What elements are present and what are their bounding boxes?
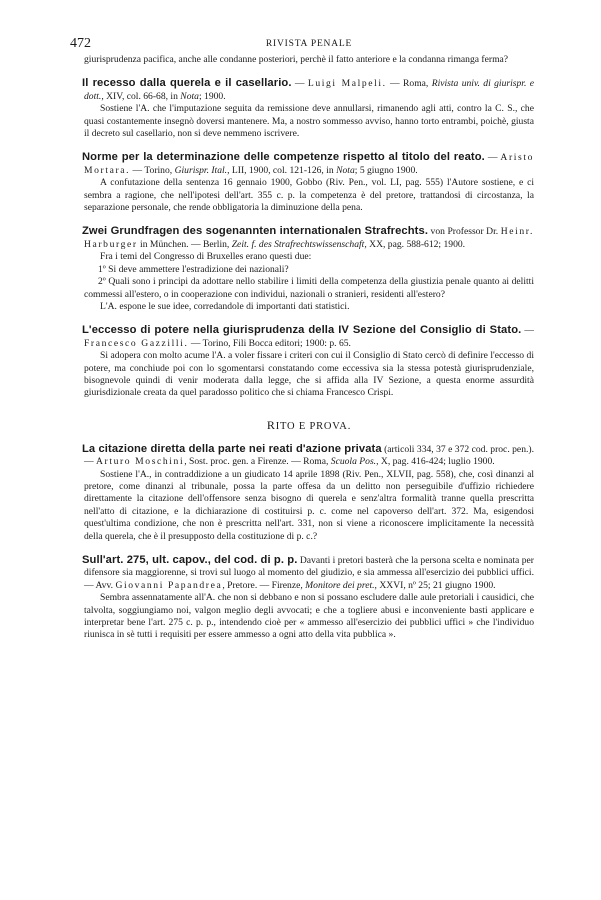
entry-body: Fra i temi del Congresso di Bruxelles erano questi due: bbox=[100, 251, 312, 263]
entry-list-item: 2º Quali sono i principi da adottare nello stabilire i limiti della competenza della giustizia penale quanto ai delitti commessi all'estero, o in cooperazione con individui, nazionali o stranieri, residenti all'estero? bbox=[84, 276, 534, 300]
entry-title: Il recesso dalla querela e il casellario. bbox=[82, 77, 292, 90]
entry-norme-competenze bbox=[84, 151, 534, 214]
entry-title: Sull'art. 275, ult. capov., del cod. di p. p. bbox=[82, 554, 298, 566]
entry-author: Francesco Gazzilli. bbox=[84, 337, 189, 349]
entry-body: L'A. espone le sue idee, corredandole di importanti dati statistici. bbox=[100, 300, 350, 312]
entry-zwei-grundfragen bbox=[84, 225, 534, 313]
entry-ref: ; 5 giugno 1900. bbox=[354, 164, 418, 176]
entry-ref-italic: Nota bbox=[180, 90, 199, 102]
entry-body: Si adopera con molto acume l'A. a voler fissare i criteri con cui il Consiglio di Stato cercò di definire l'eccesso di potere, ma conchiude poi con lo sgomentarsi constatando come eccessiva sia la stessa potestà giurisprudenziale, bisognevole quindi di venir moderata dalla legge, che si affida alla IV Sezione, a questa enorme assurdità giurisdizionale creata da quel paradosso politico che si chiama Francesco Crispi. bbox=[84, 350, 534, 399]
entry-title: Zwei Grundfragen des sogenannten internationalen Strafrechts. bbox=[82, 225, 429, 238]
page-number: 472 bbox=[70, 36, 91, 51]
entry-ref: in München. — Berlin, bbox=[137, 238, 232, 250]
entry-ref-italic: Scuola Pos. bbox=[330, 456, 377, 468]
section-heading bbox=[84, 418, 534, 433]
entry-dash: — bbox=[484, 152, 501, 164]
entry-author: Giovanni Papandrea bbox=[115, 579, 223, 591]
entry-body: Sostiene l'A., in contraddizione a un giudicato 14 aprile 1898 (Riv. Pen., XLVII, pag. 558), che, così dinanzi al pretore, come dinanzi al tribunale, possa la parte offesa da un delitto non perseguibile d'uffizio richiedere direttamente la citazione dell'offensore senza bisogno di querela e senz'altra formalità tranne quella prescritta nell'atto di citazione, e la dichiarazione di costituirsi p. c. come nel capoverso dell'art. 372. Ma, esigendosi quest'ultima condizione, che non è prescritta nell'art. 331, non si viene a riconoscere implicitamente la necessità della querela, che è il presupposto della costituzione di p. c.? bbox=[84, 468, 534, 542]
entry-header bbox=[84, 554, 534, 592]
document-page bbox=[70, 36, 535, 642]
entry-body: Sembra assennatamente all'A. che non si debbano e non si possano escludere dalle aule pretoriali i causidici, che talvolta, soggiungiamo noi, valgon meglio degli avvocati; e che a togliere abusi e inconveniente basti applicare e interpretar bene l'art. 275 c. p. p., intendendo cioè per « ammesso all'esercizio dei pubblici uffici » che l'individuo riunisca in sè tutti i requisiti per essere ammesso a ogni atto della vita pubblica ». bbox=[84, 592, 534, 641]
entry-ref: — Torino, bbox=[130, 164, 175, 176]
running-head bbox=[70, 36, 534, 54]
running-title: RIVISTA PENALE bbox=[265, 39, 353, 49]
entry-ref-italic: Giurispr. Ital. bbox=[174, 164, 228, 176]
entry-dash: — bbox=[291, 78, 308, 90]
entry-author: Luigi Malpeli. bbox=[307, 78, 387, 90]
entry-ref: (articoli 334, 37 e 372 cod. proc. pen.). — bbox=[84, 443, 534, 468]
entry-body: A confutazione della sentenza 16 gennaio 1900, Gobbo (Riv. Pen., vol. LI, pag. 555) l'Autore sostiene, e ci sembra a ragione, che nell'ipotesi dell'art. 355 c. p. la competenza è del pretore, trattandosi di circostanza, la separazione personale, che rende obbligatoria la diminuzione della pena. bbox=[84, 177, 534, 214]
entry-recesso-querela bbox=[84, 77, 534, 140]
entry-ref: , LII, 1900, col. 121-126, in bbox=[227, 164, 337, 176]
entry-ref: , X, pag. 416-424; luglio 1900. bbox=[376, 456, 495, 468]
intro-paragraph: giurisprudenza pacifica, anche alle condanne posteriori, perchè il fatto anteriore e la condanna rimanga ferma? bbox=[84, 54, 509, 65]
entry-header bbox=[84, 324, 534, 350]
entry-ref: , Pretore. — Firenze, bbox=[222, 579, 306, 591]
entry-dash: — bbox=[521, 325, 534, 337]
entry-ref: — Roma, bbox=[386, 78, 432, 90]
entry-header bbox=[84, 443, 534, 469]
entry-author-prefix: von Professor Dr. bbox=[430, 226, 501, 238]
entry-ref: , XX, pag. 588-612; 1900. bbox=[364, 238, 466, 250]
entry-ref-italic: Zeit. f. des Strafrechtswissenschaft bbox=[231, 238, 365, 250]
entry-eccesso-potere bbox=[84, 324, 534, 399]
entry-author: Heinr. Harburger bbox=[84, 226, 534, 250]
entry-title: La citazione diretta della parte nei reati d'azione privata bbox=[82, 442, 382, 455]
entry-ref: ; 1900. bbox=[198, 90, 226, 102]
entry-author: Arturo Moschini bbox=[96, 456, 185, 468]
entry-ref: Davanti i pretori basterà che la persona scelta e nominata per difensore sia maggiorenne, si trovi sul luogo al momento del giudizio, e sia ammessa all'esercizio dei pubblici uffici. — Avv. bbox=[84, 555, 534, 591]
entry-header bbox=[84, 151, 534, 177]
entry-ref: , Sost. proc. gen. a Firenze. — Roma, bbox=[184, 456, 331, 468]
entry-ref: , XIV, col. 66-68, in bbox=[101, 90, 181, 102]
entry-ref-italic: Rivista univ. di giurispr. e dott. bbox=[84, 78, 535, 102]
entry-art-275 bbox=[84, 554, 534, 642]
entry-ref-italic: Monitore dei pret. bbox=[305, 579, 375, 591]
section-heading-initial: R bbox=[266, 417, 276, 432]
entry-header bbox=[84, 225, 534, 251]
entry-ref: — Torino, Fili Bocca editori; 1900: p. 65. bbox=[188, 337, 351, 349]
entry-title: Norme per la determinazione delle competenze rispetto al titolo del reato. bbox=[82, 151, 485, 164]
entry-title: L'eccesso di potere nella giurisprudenza della IV Sezione del Consiglio di Stato. bbox=[82, 324, 522, 337]
entry-ref: , XXVI, nº 25; 21 giugno 1900. bbox=[374, 579, 496, 591]
entry-citazione-diretta bbox=[84, 443, 534, 543]
entry-list-item: 1º Si deve ammettere l'estradizione dei nazionali? bbox=[98, 263, 289, 275]
section-heading-rest: ITO E PROVA. bbox=[275, 420, 352, 432]
entry-body: Sostiene l'A. che l'imputazione seguita da remissione deve annullarsi, rimanendo agli atti, contro la C. S., che quasi costantemente insegnò doversi mantenere. Ma, a nostro sommesso avviso, hanno torto entrambi, poichè, giusta il decreto sul casellario, non si deve nemmeno iscrivere. bbox=[84, 103, 534, 140]
entry-author: Aristo Mortara. bbox=[84, 152, 535, 176]
entry-ref-italic: Nota bbox=[336, 164, 355, 176]
entry-header bbox=[84, 77, 534, 103]
